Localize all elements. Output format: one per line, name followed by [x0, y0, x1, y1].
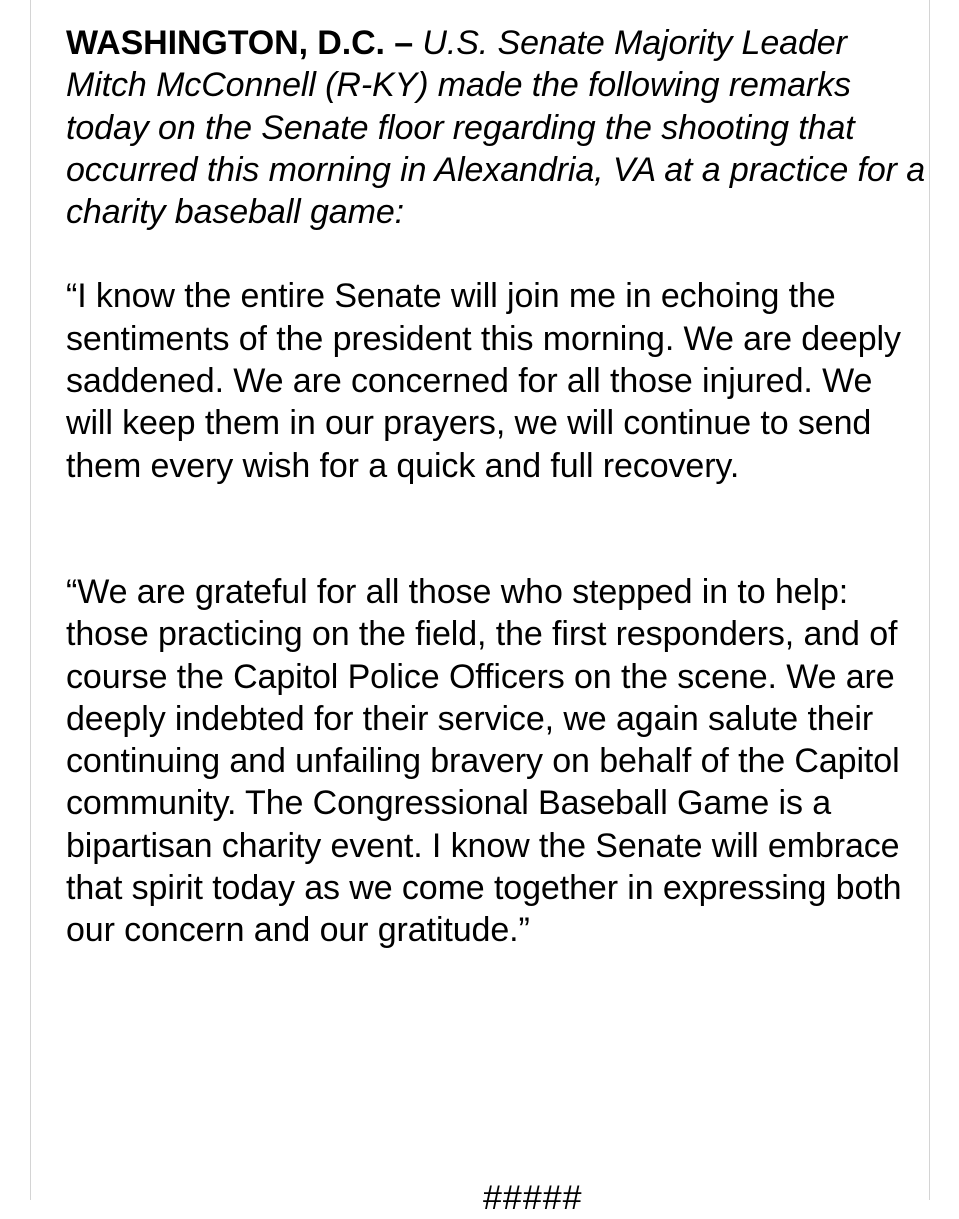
intro-paragraph: [66, 22, 926, 233]
lead-text: U.S. Senate Majority Leader Mitch McConnell (R-KY) made the following remarks today on the Senate floor regarding the shooting that occurred this morning in Alexandria, VA at a practice for a charity baseball game:: [66, 24, 926, 232]
document-page: [30, 0, 930, 1217]
end-mark: #####: [483, 1179, 583, 1217]
dateline: WASHINGTON, D.C. –: [66, 24, 414, 62]
quote-paragraph-2: “We are grateful for all those who stepped in to help: those practicing on the field, the first responders, and of course the Capitol Police Officers on the scene. We are deeply indebted for their service, we again salute their continuing and unfailing bravery on behalf of the Capitol community. The Congressional Baseball Game is a bipartisan charity event. I know the Senate will embrace that spirit today as we come together in expressing both our concern and our gratitude.”: [66, 572, 902, 950]
paragraph-spacer: [66, 233, 926, 275]
paragraph-spacer: [66, 487, 926, 571]
quote-paragraph-1: “I know the entire Senate will join me in echoing the sentiments of the president this morning. We are deeply saddened. We are concerned for all those injured. We will keep them in our prayers, we will continue to send them every wish for a quick and full recovery.: [66, 277, 901, 485]
press-release-body: [66, 22, 926, 952]
